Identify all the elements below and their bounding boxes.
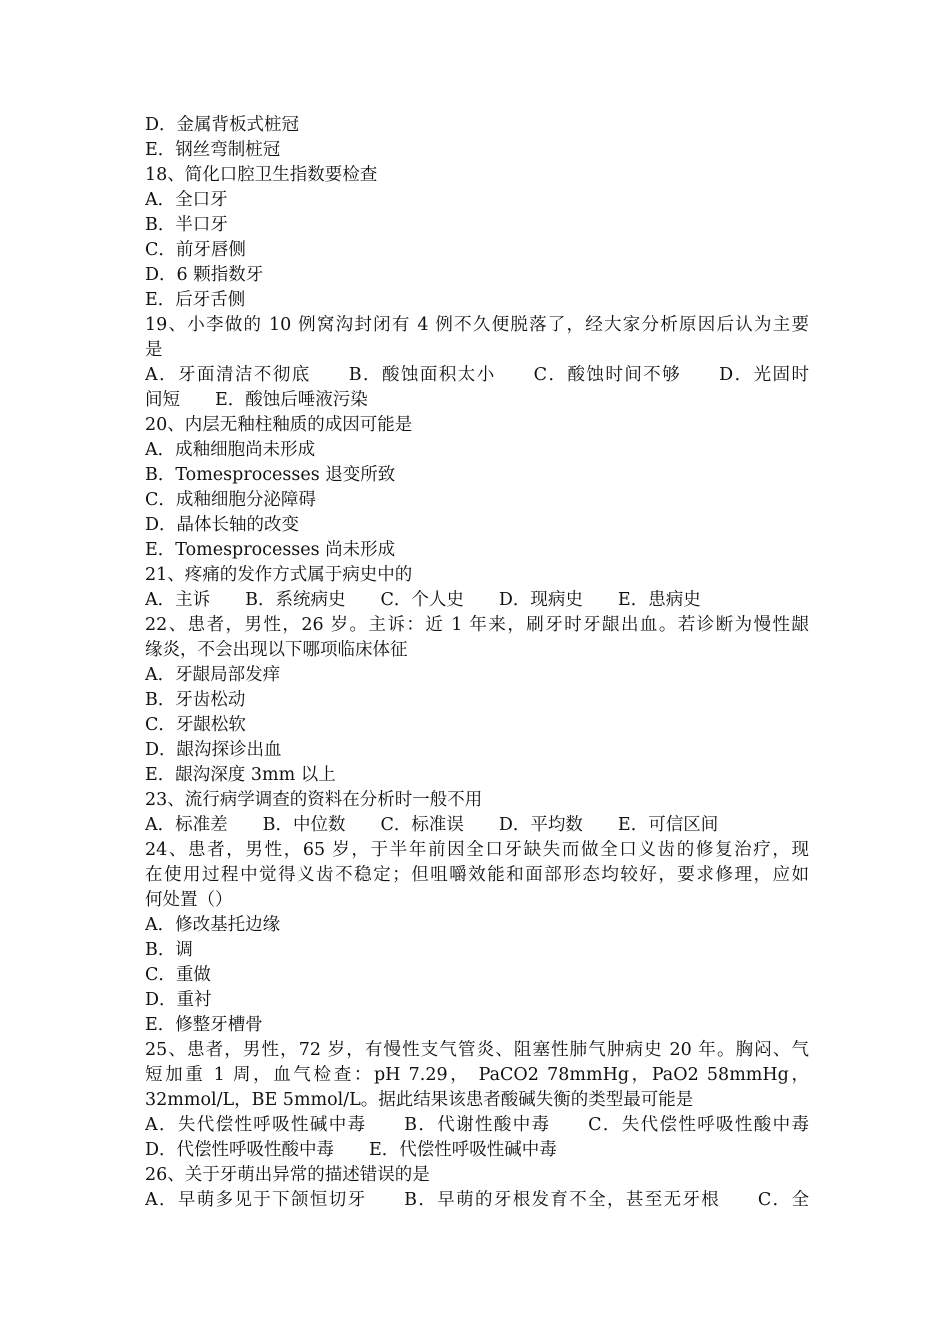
option-line: E．Tomesprocesses 尚未形成 xyxy=(145,540,396,560)
option-line: A．牙面清洁不彻底 B．酸蚀面积太小 C．酸蚀时间不够 D．光固时 xyxy=(145,365,809,385)
option-line: C．前牙唇侧 xyxy=(145,240,246,260)
question-line: 25、患者，男性，72 岁，有慢性支气管炎、阻塞性肺气肿病史 20 年。胸闷、气 xyxy=(145,1040,809,1060)
option-line: E．后牙舌侧 xyxy=(145,290,246,310)
option-line: E．钢丝弯制桩冠 xyxy=(145,140,281,160)
option-line: C．重做 xyxy=(145,965,211,985)
document-page xyxy=(145,113,809,1213)
option-line: D．龈沟探诊出血 xyxy=(145,740,282,760)
option-line: D．重衬 xyxy=(145,990,212,1010)
option-line: A．牙龈局部发痒 xyxy=(145,665,281,685)
question-line: 22、患者，男性，26 岁。主诉：近 1 年来，刷牙时牙龈出血。若诊断为慢性龈 xyxy=(145,615,809,635)
option-line: D．代偿性呼吸性酸中毒 E．代偿性呼吸性碱中毒 xyxy=(145,1140,557,1160)
question-line: 何处置（） xyxy=(145,890,233,910)
question-line: 缘炎，不会出现以下哪项临床体征 xyxy=(145,640,408,660)
question-line: 24、患者，男性，65 岁，于半年前因全口牙缺失而做全口义齿的修复治疗，现 xyxy=(145,840,809,860)
question-line: 23、流行病学调查的资料在分析时一般不用 xyxy=(145,790,483,810)
option-line: D．金属背板式桩冠 xyxy=(145,115,300,135)
option-line: D．6 颗指数牙 xyxy=(145,265,264,285)
question-line: 26、关于牙萌出异常的描述错误的是 xyxy=(145,1165,430,1185)
option-line: A．成釉细胞尚未形成 xyxy=(145,440,316,460)
question-line: 21、疼痛的发作方式属于病史中的 xyxy=(145,565,413,585)
option-line: A．修改基托边缘 xyxy=(145,915,281,935)
question-line: 在使用过程中觉得义齿不稳定；但咀嚼效能和面部形态均较好，要求修理，应如 xyxy=(145,865,809,885)
option-line: D．晶体长轴的改变 xyxy=(145,515,300,535)
option-line: 间短 E．酸蚀后唾液污染 xyxy=(145,390,368,410)
option-line: B．调 xyxy=(145,940,193,960)
option-line: E．修整牙槽骨 xyxy=(145,1015,263,1035)
question-line: 20、内层无釉柱釉质的成因可能是 xyxy=(145,415,413,435)
option-line: B．牙齿松动 xyxy=(145,690,246,710)
option-line: B．半口牙 xyxy=(145,215,228,235)
question-line: 是 xyxy=(145,340,163,360)
option-line: A．全口牙 xyxy=(145,190,228,210)
option-line: A．主诉 B．系统病史 C．个人史 D．现病史 E．患病史 xyxy=(145,590,701,610)
question-line: 短加重 1 周，血气检查：pH 7.29， PaCO2 78mmHg，PaO2 58mmHg， xyxy=(145,1065,809,1085)
option-line: B．Tomesprocesses 退变所致 xyxy=(145,465,396,485)
option-line: E．龈沟深度 3mm 以上 xyxy=(145,765,336,785)
question-line: 32mmol/L，BE 5mmol/L。据此结果该患者酸碱失衡的类型最可能是 xyxy=(145,1090,694,1110)
option-line: A．早萌多见于下颌恒切牙 B．早萌的牙根发育不全，甚至无牙根 C．全 xyxy=(145,1190,809,1210)
option-line: A．标准差 B．中位数 C．标准误 D．平均数 E．可信区间 xyxy=(145,815,719,835)
option-line: C．成釉细胞分泌障碍 xyxy=(145,490,316,510)
question-line: 19、小李做的 10 例窝沟封闭有 4 例不久便脱落了，经大家分析原因后认为主要 xyxy=(145,315,809,335)
option-line: C．牙龈松软 xyxy=(145,715,246,735)
option-line: A．失代偿性呼吸性碱中毒 B．代谢性酸中毒 C．失代偿性呼吸性酸中毒 xyxy=(145,1115,809,1135)
question-line: 18、简化口腔卫生指数要检查 xyxy=(145,165,378,185)
